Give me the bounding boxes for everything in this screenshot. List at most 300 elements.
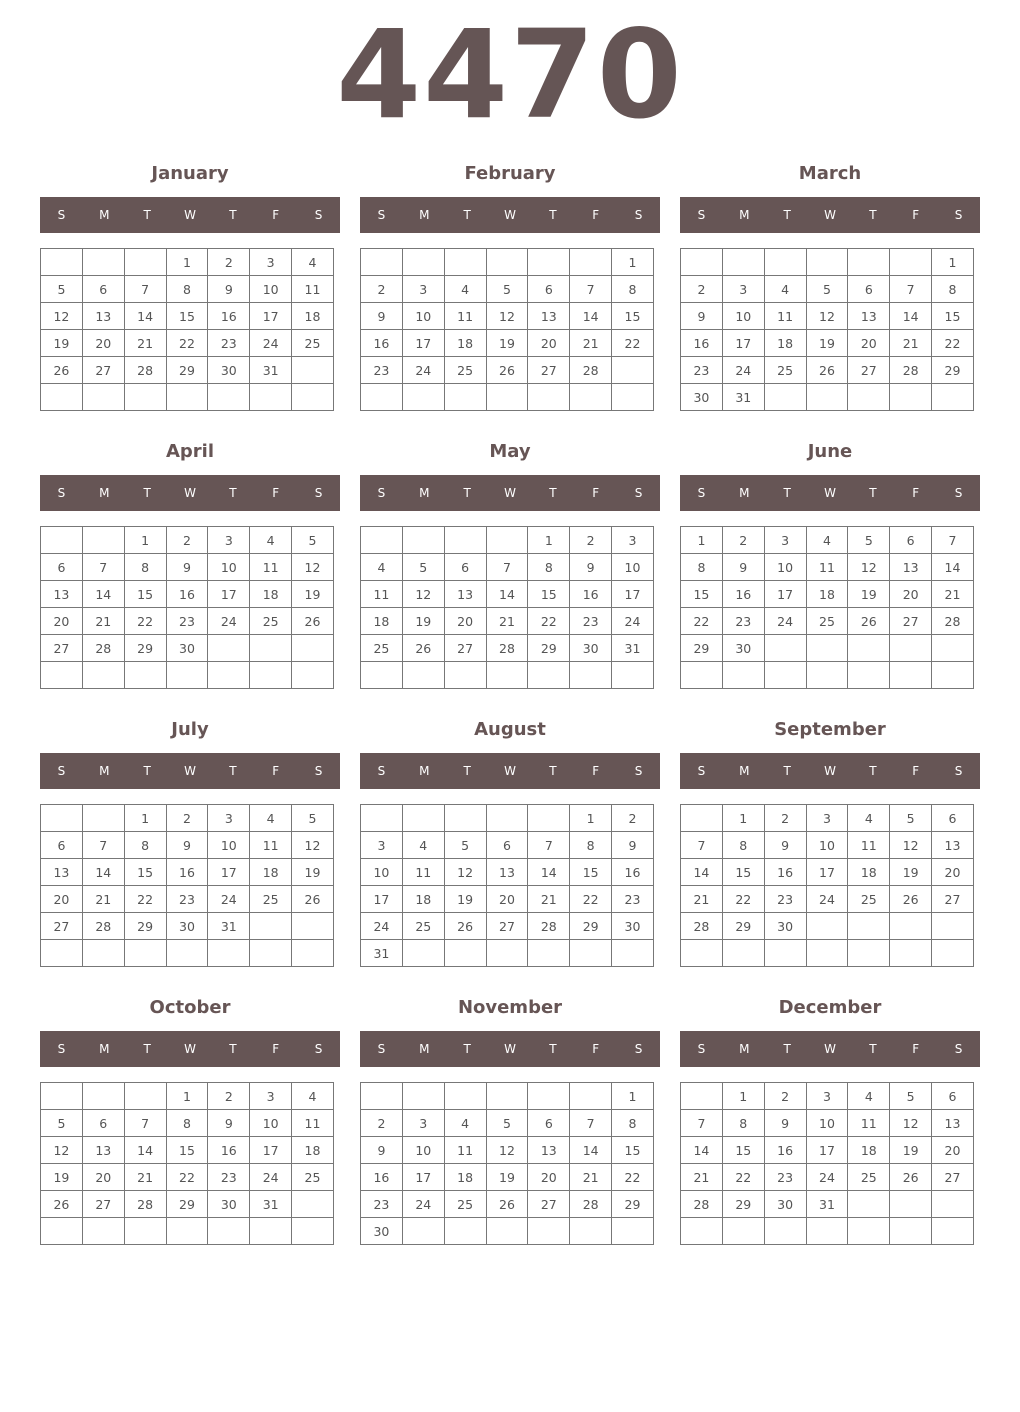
day-cell: 27 (444, 635, 486, 662)
day-cell (444, 384, 486, 411)
weekday-label: F (272, 1042, 280, 1056)
weekday-label: S (697, 486, 706, 500)
month-name: November (457, 997, 563, 1018)
day-cell: 4 (402, 832, 444, 859)
day-cell: 9 (166, 832, 208, 859)
weekday-label: T (783, 208, 791, 222)
day-cell: 18 (361, 608, 403, 635)
day-cell: 1 (722, 1083, 764, 1110)
weekday-label: S (57, 764, 66, 778)
day-cell: 19 (292, 859, 334, 886)
day-cell: 8 (166, 276, 208, 303)
day-cell (361, 805, 403, 832)
day-cell: 8 (612, 1110, 654, 1137)
day-cell: 4 (292, 249, 334, 276)
day-grid (40, 804, 334, 967)
day-cell (208, 940, 250, 967)
day-cell: 30 (681, 384, 723, 411)
day-cell (528, 805, 570, 832)
day-cell (292, 940, 334, 967)
day-cell: 20 (528, 1164, 570, 1191)
day-cell: 18 (848, 859, 890, 886)
weekday-label: W (824, 208, 836, 222)
day-cell: 28 (681, 913, 723, 940)
day-cell: 15 (612, 1137, 654, 1164)
day-cell (722, 249, 764, 276)
day-cell: 3 (806, 805, 848, 832)
weekday-label: M (419, 486, 430, 500)
day-cell (82, 805, 124, 832)
day-cell (41, 384, 83, 411)
weekday-label: M (419, 208, 430, 222)
weekday-label: F (592, 1042, 600, 1056)
day-cell: 12 (41, 303, 83, 330)
day-cell: 11 (764, 303, 806, 330)
day-cell (292, 662, 334, 689)
day-cell: 24 (250, 330, 292, 357)
day-cell (166, 662, 208, 689)
day-cell (444, 1083, 486, 1110)
day-cell: 4 (292, 1083, 334, 1110)
weekday-label: W (504, 208, 516, 222)
day-cell (361, 527, 403, 554)
day-cell: 18 (848, 1137, 890, 1164)
day-cell: 29 (124, 635, 166, 662)
day-grid (680, 248, 974, 411)
day-cell: 2 (166, 805, 208, 832)
day-cell: 18 (402, 886, 444, 913)
day-cell: 12 (41, 1137, 83, 1164)
day-cell (486, 1083, 528, 1110)
day-cell: 28 (124, 1191, 166, 1218)
day-cell: 17 (208, 581, 250, 608)
day-cell (124, 662, 166, 689)
month-name: August (474, 719, 546, 740)
weekday-label: T (783, 486, 791, 500)
day-cell: 14 (82, 859, 124, 886)
weekday-label: T (463, 764, 471, 778)
day-cell: 24 (806, 886, 848, 913)
day-cell (250, 913, 292, 940)
day-cell: 26 (292, 608, 334, 635)
weekday-label: M (99, 1042, 110, 1056)
day-cell: 14 (82, 581, 124, 608)
day-cell: 24 (208, 886, 250, 913)
weekday-label: W (824, 1042, 836, 1056)
weekday-label: S (634, 208, 643, 222)
day-cell: 22 (124, 608, 166, 635)
day-cell: 15 (124, 859, 166, 886)
weekday-label: S (634, 1042, 643, 1056)
weekday-label: T (143, 486, 151, 500)
day-cell: 16 (166, 859, 208, 886)
day-cell: 3 (806, 1083, 848, 1110)
day-cell: 9 (361, 1137, 403, 1164)
day-cell: 14 (890, 303, 932, 330)
weekday-label: S (954, 764, 963, 778)
day-cell (848, 1191, 890, 1218)
day-cell: 8 (681, 554, 723, 581)
day-cell: 7 (82, 832, 124, 859)
day-cell (292, 635, 334, 662)
day-cell (722, 662, 764, 689)
weekday-label: M (739, 764, 750, 778)
day-cell: 21 (681, 1164, 723, 1191)
day-cell: 24 (208, 608, 250, 635)
day-cell: 16 (612, 859, 654, 886)
day-cell: 12 (486, 303, 528, 330)
weekday-label: F (592, 486, 600, 500)
day-cell (41, 662, 83, 689)
day-grid (360, 248, 654, 411)
day-cell (124, 1218, 166, 1245)
day-cell: 6 (82, 1110, 124, 1137)
day-cell: 23 (361, 357, 403, 384)
day-cell: 20 (528, 330, 570, 357)
day-cell: 12 (292, 832, 334, 859)
day-cell (82, 940, 124, 967)
day-cell: 13 (528, 303, 570, 330)
weekday-header (680, 753, 980, 789)
day-cell: 31 (250, 357, 292, 384)
day-cell: 6 (528, 276, 570, 303)
day-cell: 10 (361, 859, 403, 886)
day-cell: 10 (612, 554, 654, 581)
weekday-label: W (184, 208, 196, 222)
day-cell: 13 (486, 859, 528, 886)
day-cell: 16 (361, 330, 403, 357)
day-cell: 23 (570, 608, 612, 635)
day-cell: 2 (764, 805, 806, 832)
day-cell: 17 (402, 1164, 444, 1191)
day-cell: 2 (361, 276, 403, 303)
day-cell (124, 384, 166, 411)
weekday-label: T (783, 1042, 791, 1056)
day-cell: 3 (361, 832, 403, 859)
weekday-label: T (869, 1042, 877, 1056)
day-cell (402, 1218, 444, 1245)
day-cell: 21 (528, 886, 570, 913)
day-cell: 31 (361, 940, 403, 967)
weekday-label: T (229, 486, 237, 500)
day-cell: 26 (402, 635, 444, 662)
day-cell (444, 527, 486, 554)
day-cell (402, 805, 444, 832)
day-cell: 2 (570, 527, 612, 554)
weekday-label: T (463, 208, 471, 222)
day-cell (932, 1191, 974, 1218)
day-cell (444, 662, 486, 689)
day-cell (250, 662, 292, 689)
day-cell: 21 (681, 886, 723, 913)
day-cell: 26 (890, 1164, 932, 1191)
day-cell: 14 (124, 303, 166, 330)
day-cell: 6 (528, 1110, 570, 1137)
month-name: July (171, 719, 209, 740)
weekday-label: S (57, 1042, 66, 1056)
day-cell: 13 (932, 832, 974, 859)
day-cell: 16 (764, 859, 806, 886)
weekday-label: T (549, 764, 557, 778)
day-cell (806, 1218, 848, 1245)
weekday-label: S (314, 208, 323, 222)
day-cell: 5 (402, 554, 444, 581)
weekday-label: S (377, 486, 386, 500)
day-cell: 7 (681, 1110, 723, 1137)
day-cell (806, 249, 848, 276)
day-cell (764, 249, 806, 276)
weekday-header (40, 753, 340, 789)
day-cell: 4 (806, 527, 848, 554)
day-cell (570, 249, 612, 276)
day-cell: 24 (612, 608, 654, 635)
day-cell (361, 662, 403, 689)
day-cell: 23 (166, 608, 208, 635)
day-cell: 4 (444, 276, 486, 303)
day-cell: 18 (444, 1164, 486, 1191)
day-cell (124, 1083, 166, 1110)
day-cell: 16 (208, 303, 250, 330)
weekday-label: S (954, 486, 963, 500)
weekday-label: S (57, 486, 66, 500)
day-cell: 26 (41, 357, 83, 384)
weekday-label: T (783, 764, 791, 778)
day-cell (41, 249, 83, 276)
day-cell: 7 (82, 554, 124, 581)
day-cell (486, 249, 528, 276)
day-cell: 4 (848, 1083, 890, 1110)
weekday-label: T (463, 486, 471, 500)
day-cell (486, 662, 528, 689)
day-cell: 3 (402, 276, 444, 303)
weekday-label: F (272, 208, 280, 222)
day-cell: 20 (444, 608, 486, 635)
day-cell: 10 (250, 276, 292, 303)
day-cell: 16 (570, 581, 612, 608)
day-cell: 2 (208, 249, 250, 276)
day-cell: 17 (250, 1137, 292, 1164)
day-cell: 9 (208, 276, 250, 303)
weekday-label: M (419, 764, 430, 778)
day-cell: 18 (292, 303, 334, 330)
day-cell: 21 (890, 330, 932, 357)
day-cell: 6 (486, 832, 528, 859)
day-cell: 27 (890, 608, 932, 635)
day-cell: 2 (722, 527, 764, 554)
day-cell (250, 635, 292, 662)
month-name: September (774, 719, 886, 740)
day-cell: 25 (292, 330, 334, 357)
day-cell: 7 (486, 554, 528, 581)
day-cell (82, 1083, 124, 1110)
day-grid (360, 804, 654, 967)
day-cell: 11 (250, 832, 292, 859)
day-cell (806, 384, 848, 411)
day-cell (444, 249, 486, 276)
month-name: March (798, 163, 862, 184)
day-cell: 23 (681, 357, 723, 384)
day-cell: 3 (764, 527, 806, 554)
day-cell (848, 913, 890, 940)
day-cell: 6 (932, 805, 974, 832)
day-cell: 27 (41, 635, 83, 662)
day-cell: 13 (82, 303, 124, 330)
day-cell: 17 (612, 581, 654, 608)
day-cell: 17 (806, 859, 848, 886)
day-cell: 16 (764, 1137, 806, 1164)
day-cell: 20 (848, 330, 890, 357)
day-cell: 7 (528, 832, 570, 859)
day-cell: 17 (722, 330, 764, 357)
day-cell: 3 (402, 1110, 444, 1137)
day-cell: 28 (932, 608, 974, 635)
weekday-label: M (739, 486, 750, 500)
day-cell (806, 913, 848, 940)
day-cell: 3 (722, 276, 764, 303)
day-cell (528, 662, 570, 689)
day-cell: 23 (208, 330, 250, 357)
day-cell: 31 (722, 384, 764, 411)
day-cell (41, 527, 83, 554)
day-cell: 16 (361, 1164, 403, 1191)
weekday-label: S (697, 208, 706, 222)
weekday-label: W (184, 486, 196, 500)
day-cell: 30 (570, 635, 612, 662)
day-cell: 29 (528, 635, 570, 662)
day-cell (82, 384, 124, 411)
day-cell (82, 249, 124, 276)
day-cell (932, 1218, 974, 1245)
day-cell: 12 (292, 554, 334, 581)
day-cell: 22 (166, 1164, 208, 1191)
day-cell: 1 (124, 527, 166, 554)
day-cell: 1 (722, 805, 764, 832)
day-cell: 1 (570, 805, 612, 832)
day-cell: 20 (486, 886, 528, 913)
day-cell (681, 940, 723, 967)
day-cell: 31 (806, 1191, 848, 1218)
day-cell (612, 1218, 654, 1245)
day-cell: 21 (932, 581, 974, 608)
day-cell: 1 (932, 249, 974, 276)
day-cell (402, 662, 444, 689)
day-cell: 23 (764, 1164, 806, 1191)
day-cell: 10 (250, 1110, 292, 1137)
day-cell: 25 (250, 608, 292, 635)
day-cell: 22 (932, 330, 974, 357)
day-cell: 16 (722, 581, 764, 608)
day-cell: 19 (848, 581, 890, 608)
day-cell (890, 249, 932, 276)
weekday-label: F (912, 764, 920, 778)
day-cell: 24 (361, 913, 403, 940)
day-cell (681, 249, 723, 276)
day-cell: 23 (208, 1164, 250, 1191)
weekday-header (680, 197, 980, 233)
day-cell (486, 1218, 528, 1245)
day-cell: 15 (722, 859, 764, 886)
weekday-header (680, 475, 980, 511)
day-cell: 26 (890, 886, 932, 913)
day-cell: 30 (166, 635, 208, 662)
day-cell: 19 (444, 886, 486, 913)
day-cell (932, 662, 974, 689)
day-cell: 24 (402, 1191, 444, 1218)
day-cell (681, 1218, 723, 1245)
day-cell: 14 (570, 1137, 612, 1164)
day-cell (890, 1191, 932, 1218)
day-cell: 5 (486, 1110, 528, 1137)
day-cell: 15 (528, 581, 570, 608)
day-cell: 3 (250, 1083, 292, 1110)
weekday-header (40, 1031, 340, 1067)
weekday-label: F (592, 208, 600, 222)
weekday-label: S (697, 764, 706, 778)
day-grid (360, 526, 654, 689)
weekday-label: T (143, 208, 151, 222)
day-cell: 1 (124, 805, 166, 832)
weekday-label: W (504, 1042, 516, 1056)
day-cell: 19 (402, 608, 444, 635)
day-cell: 2 (612, 805, 654, 832)
day-cell: 13 (82, 1137, 124, 1164)
day-cell: 19 (486, 1164, 528, 1191)
weekday-label: F (912, 486, 920, 500)
day-cell: 25 (848, 886, 890, 913)
day-cell: 3 (612, 527, 654, 554)
day-cell: 12 (890, 1110, 932, 1137)
day-cell: 7 (570, 1110, 612, 1137)
day-cell (82, 527, 124, 554)
day-cell (41, 1218, 83, 1245)
day-cell: 14 (932, 554, 974, 581)
day-cell (848, 940, 890, 967)
day-cell: 21 (124, 1164, 166, 1191)
weekday-label: T (143, 1042, 151, 1056)
weekday-label: T (549, 208, 557, 222)
day-cell (890, 1218, 932, 1245)
day-cell: 15 (612, 303, 654, 330)
day-cell (486, 527, 528, 554)
day-cell (806, 635, 848, 662)
day-cell: 31 (612, 635, 654, 662)
day-cell: 27 (932, 886, 974, 913)
day-cell: 17 (208, 859, 250, 886)
day-cell: 22 (722, 886, 764, 913)
day-cell: 28 (124, 357, 166, 384)
day-cell: 11 (361, 581, 403, 608)
day-cell (764, 384, 806, 411)
day-cell: 31 (250, 1191, 292, 1218)
day-cell: 19 (890, 859, 932, 886)
day-cell: 5 (41, 1110, 83, 1137)
day-grid (40, 526, 334, 689)
day-cell: 20 (932, 1137, 974, 1164)
day-cell: 29 (932, 357, 974, 384)
day-cell: 16 (681, 330, 723, 357)
day-cell (570, 384, 612, 411)
day-cell: 28 (82, 635, 124, 662)
day-cell: 14 (486, 581, 528, 608)
day-cell (166, 384, 208, 411)
weekday-label: T (549, 1042, 557, 1056)
day-cell: 22 (166, 330, 208, 357)
weekday-header (360, 475, 660, 511)
day-cell: 24 (250, 1164, 292, 1191)
day-cell: 30 (208, 357, 250, 384)
day-cell: 9 (208, 1110, 250, 1137)
day-cell: 17 (806, 1137, 848, 1164)
